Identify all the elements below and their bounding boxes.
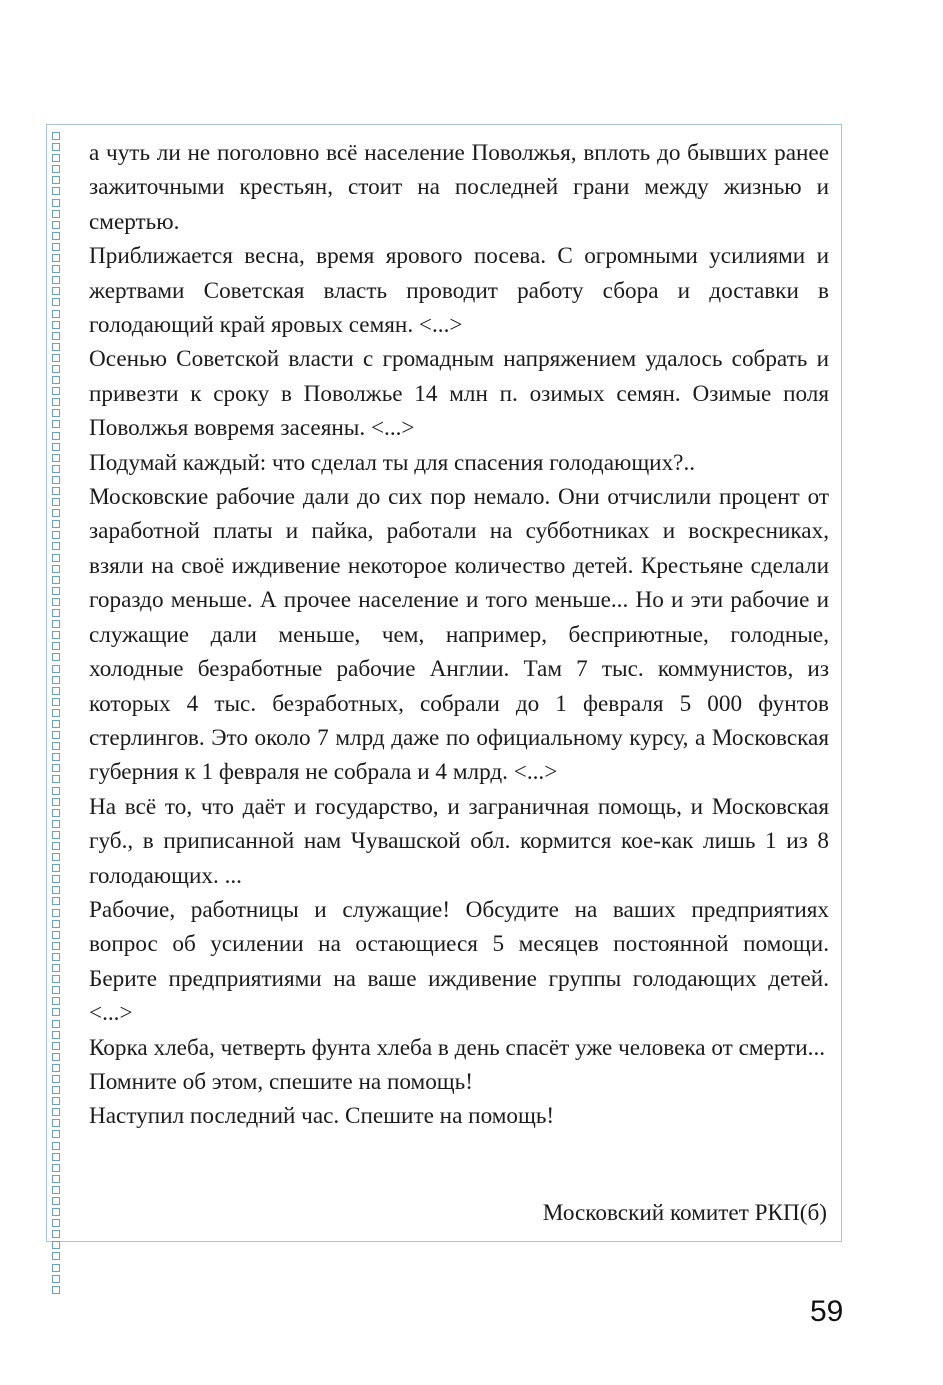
margin-square <box>52 409 60 417</box>
margin-square <box>52 809 60 817</box>
margin-square <box>52 909 60 917</box>
margin-square <box>52 210 60 218</box>
margin-square <box>52 1108 60 1116</box>
margin-square <box>52 1175 60 1183</box>
signature: Московский комитет РКП(б) <box>542 1200 827 1226</box>
margin-square <box>52 1097 60 1105</box>
margin-square <box>52 676 60 684</box>
margin-square <box>52 443 60 451</box>
margin-square <box>52 975 60 983</box>
paragraph: Рабочие, работницы и служащие! Обсудите на ваших предприятиях вопрос об усилении на остающиеся 5 месяцев постоянной помощи. Берите предприятиями на ваше иждивение группы голодающих детей. <...> <box>89 896 829 1027</box>
margin-square <box>52 321 60 329</box>
margin-square <box>52 1252 60 1260</box>
margin-square <box>52 432 60 440</box>
margin-square <box>52 1208 60 1216</box>
margin-square <box>52 1230 60 1238</box>
margin-square <box>52 886 60 894</box>
margin-square <box>52 398 60 406</box>
margin-square <box>52 931 60 939</box>
margin-square <box>52 454 60 462</box>
margin-square <box>52 642 60 650</box>
margin-square <box>52 853 60 861</box>
margin-square <box>52 310 60 318</box>
margin-square <box>52 1164 60 1172</box>
margin-square <box>52 942 60 950</box>
margin-square <box>52 986 60 994</box>
margin-square <box>52 665 60 673</box>
margin-square <box>52 509 60 517</box>
margin-square <box>52 1153 60 1161</box>
margin-square <box>52 487 60 495</box>
margin-square <box>52 298 60 306</box>
margin-square <box>52 387 60 395</box>
margin-square <box>52 709 60 717</box>
margin-square <box>52 731 60 739</box>
margin-square <box>52 1286 60 1294</box>
paragraph: На всё то, что даёт и государство, и заграничная помощь, и Московская губ., в приписанной нам Чувашской обл. кормится кое-как лишь 1 из 8 голодающих. ... <box>89 793 829 889</box>
decorative-margin-strip <box>52 132 62 1226</box>
margin-square <box>52 520 60 528</box>
margin-square <box>52 1008 60 1016</box>
margin-square <box>52 199 60 207</box>
paragraph: Корка хлеба, четверть фунта хлеба в день спасёт уже человека от смерти... <box>89 1034 826 1061</box>
document-body <box>89 136 829 1134</box>
margin-square <box>52 1264 60 1272</box>
margin-square <box>52 221 60 229</box>
margin-square <box>52 698 60 706</box>
margin-square <box>52 232 60 240</box>
margin-square <box>52 687 60 695</box>
margin-square <box>52 565 60 573</box>
margin-square <box>52 620 60 628</box>
paragraph: Московские рабочие дали до сих пор немало. Они отчислили процент от заработной платы и пайка, работали на субботниках и воскресниках, взяли на своё иждивение некоторое количество детей. Крестьяне сделали гораздо меньше. А прочее население и того меньше... Но и эти рабочие и служащие дали меньше, чем, например, бесприютные, голодные, холодные безработные рабочие Англии. Там 7 тыс. коммунистов, из которых 4 тыс. безработных, собрали до 1 февраля 5 000 фунтов стерлингов. Это около 7 млрд даже по официальному курсу, а Московская губерния к 1 февраля не собрала и 4 млрд. <...> <box>89 484 829 786</box>
margin-square <box>52 842 60 850</box>
margin-square <box>52 420 60 428</box>
paragraph: Приближается весна, время ярового посева. С огромными усилиями и жертвами Советская власть проводит работу сбора и доставки в голодающий край яровых семян. <...> <box>89 243 829 339</box>
margin-square <box>52 920 60 928</box>
margin-square <box>52 820 60 828</box>
margin-square <box>52 1086 60 1094</box>
margin-square <box>52 332 60 340</box>
margin-square <box>52 287 60 295</box>
margin-square <box>52 1241 60 1249</box>
margin-square <box>52 720 60 728</box>
paragraph: а чуть ли не поголовно всё население Поволжья, вплоть до бывших ранее зажиточными крестьян, стоит на последней грани между жизнью и смертью. <box>89 140 829 235</box>
margin-square <box>52 897 60 905</box>
margin-square <box>52 1042 60 1050</box>
margin-square <box>52 953 60 961</box>
margin-square <box>52 775 60 783</box>
margin-square <box>52 1020 60 1028</box>
margin-square <box>52 143 60 151</box>
margin-square <box>52 764 60 772</box>
margin-square <box>52 1197 60 1205</box>
margin-square <box>52 753 60 761</box>
margin-square <box>52 1142 60 1150</box>
margin-square <box>52 176 60 184</box>
margin-square <box>52 742 60 750</box>
margin-square <box>52 476 60 484</box>
margin-square <box>52 354 60 362</box>
margin-square <box>52 498 60 506</box>
margin-square <box>52 587 60 595</box>
margin-square <box>52 343 60 351</box>
margin-square <box>52 365 60 373</box>
margin-square <box>52 1130 60 1138</box>
margin-square <box>52 1075 60 1083</box>
paragraph: Подумай каждый: что сделал ты для спасения голодающих?.. <box>89 449 696 476</box>
margin-square <box>52 997 60 1005</box>
page-number: 59 <box>810 1295 844 1328</box>
margin-square <box>52 1119 60 1127</box>
margin-square <box>52 864 60 872</box>
margin-square <box>52 875 60 883</box>
paragraph: Осенью Советской власти с громадным напряжением удалось собрать и привезти к сроку в Поволжье 14 млн п. озимых семян. Озимые поля Поволжья вовремя засеяны. <...> <box>89 346 829 442</box>
margin-square <box>52 964 60 972</box>
margin-square <box>52 1031 60 1039</box>
margin-square <box>52 1053 60 1061</box>
margin-square <box>52 265 60 273</box>
margin-square <box>52 631 60 639</box>
margin-square <box>52 787 60 795</box>
margin-square <box>52 165 60 173</box>
margin-square <box>52 576 60 584</box>
margin-square <box>52 798 60 806</box>
margin-square <box>52 1064 60 1072</box>
margin-square <box>52 254 60 262</box>
margin-square <box>52 531 60 539</box>
margin-square <box>52 609 60 617</box>
paragraph: Наступил последний час. Спешите на помощь! <box>89 1103 555 1130</box>
margin-square <box>52 653 60 661</box>
paragraph: Помните об этом, спешите на помощь! <box>89 1068 473 1095</box>
margin-square <box>52 1275 60 1283</box>
margin-square <box>52 187 60 195</box>
margin-square <box>52 243 60 251</box>
margin-square <box>52 1186 60 1194</box>
margin-square <box>52 831 60 839</box>
margin-square <box>52 465 60 473</box>
margin-square <box>52 554 60 562</box>
margin-square <box>52 598 60 606</box>
margin-square <box>52 1219 60 1227</box>
margin-square <box>52 376 60 384</box>
margin-square <box>52 276 60 284</box>
margin-square <box>52 154 60 162</box>
margin-square <box>52 132 60 140</box>
margin-square <box>52 542 60 550</box>
